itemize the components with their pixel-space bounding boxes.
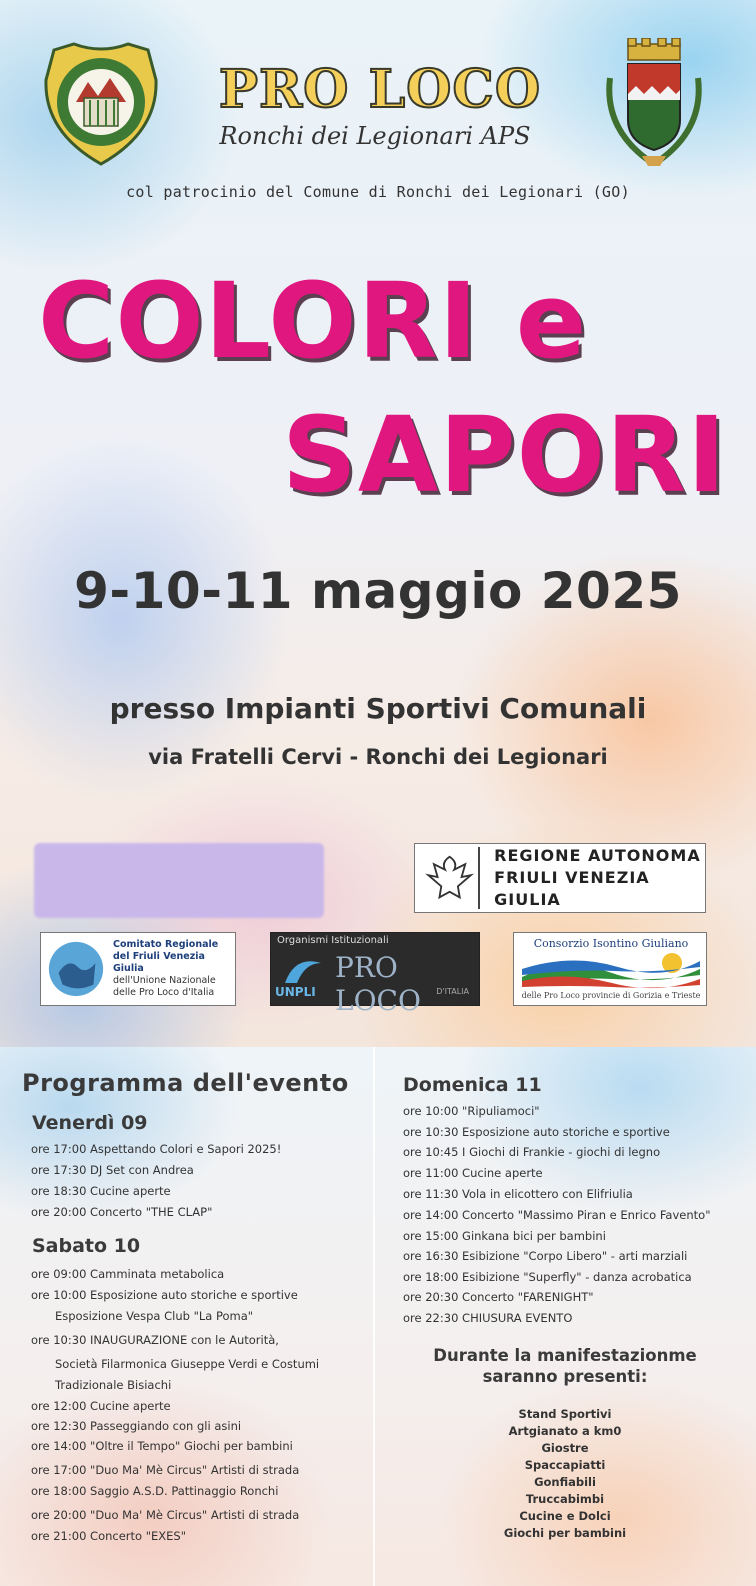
friday-item: ore 17:00 Aspettando Colori e Sapori 2025! [31,1142,282,1156]
saturday-item: ore 20:00 "Duo Ma' Mè Circus" Artisti di strada [31,1508,300,1522]
sunday-item: ore 15:00 Ginkana bici per bambini [403,1229,606,1243]
day-heading-friday: Venerdì 09 [32,1112,148,1134]
consorzio-title: Consorzio Isontino Giuliano [533,937,689,950]
saturday-item: ore 10:00 Esposizione auto storiche e sportive [31,1288,298,1302]
saturday-item: Esposizione Vespa Club "La Poma" [55,1309,254,1323]
pro-loco-subtitle: Ronchi dei Legionari APS [219,122,531,150]
event-dates: 9-10-11 maggio 2025 [74,562,682,620]
column-divider [373,1047,375,1586]
comitato-line3: dell'Unione Nazionale [113,975,216,986]
unpli-swoosh-icon [281,953,325,987]
comitato-line1: Comitato Regionale [113,939,219,950]
consorzio-logo [513,932,707,1006]
comune-coat-of-arms-icon [598,38,710,170]
saturday-item: ore 17:00 "Duo Ma' Mè Circus" Artisti di strada [31,1463,300,1477]
sunday-item: ore 10:30 Esposizione auto storiche e sportive [403,1125,670,1139]
saturday-item: ore 14:00 "Oltre il Tempo" Giochi per bambini [31,1439,293,1453]
sunday-item: ore 18:00 Esibizione "Superfly" - danza acrobatica [403,1270,692,1284]
comitato-regionale-logo [40,932,236,1006]
event-address: via Fratelli Cervi - Ronchi dei Legionari [148,745,608,769]
presents-item: Giostre [541,1441,589,1455]
unpli-pro-loco: PRO LOCO [335,951,421,1017]
presents-title [380,1345,750,1387]
saturday-item: ore 10:30 INAUGURAZIONE con le Autorità, [31,1333,279,1347]
sunday-item: ore 22:30 CHIUSURA EVENTO [403,1311,573,1325]
saturday-item: Società Filarmonica Giuseppe Verdi e Costumi [55,1357,320,1371]
event-title-line1: COLORI e [38,260,588,382]
presents-item: Giochi per bambini [503,1526,627,1540]
sunday-item: ore 11:00 Cucine aperte [403,1166,543,1180]
saturday-item: ore 21:00 Concerto "EXES" [31,1529,187,1543]
sunday-item: ore 20:30 Concerto "FARENIGHT" [403,1290,594,1304]
event-venue: presso Impianti Sportivi Comunali [109,692,647,725]
unpli-logo [270,932,480,1017]
consorzio-waves-icon [522,951,700,989]
regione-fvg-logo [414,843,706,913]
program-section [0,1047,756,1586]
presents-item: Gonfiabili [534,1475,596,1489]
saturday-item: ore 09:00 Camminata metabolica [31,1267,225,1281]
saturday-item: ore 12:00 Cucine aperte [31,1399,171,1413]
unpli-abbr: UNPLI [275,985,316,999]
friday-item: ore 17:30 DJ Set con Andrea [31,1163,194,1177]
patronage-line: col patrocinio del Comune di Ronchi dei Legionari (GO) [126,183,630,201]
pro-loco-crest-icon [40,40,162,168]
saturday-item: ore 12:30 Passeggiando con gli asini [31,1419,242,1433]
regione-line2: FRIULI VENEZIA GIULIA [494,868,650,909]
friday-item: ore 18:30 Cucine aperte [31,1184,171,1198]
pro-loco-title: PRO LOCO [218,59,542,120]
consorzio-subtitle: delle Pro Loco provincie di Gorizia e Trieste [521,991,701,1000]
presents-item: Truccabimbi [525,1492,605,1506]
presents-item: Stand Sportivi [518,1407,612,1421]
event-title-line2: SAPORI [282,394,727,516]
sunday-item: ore 16:30 Esibizione "Corpo Libero" - arti marziali [403,1249,688,1263]
program-title: Programma dell'evento [22,1069,349,1097]
presents-item: Artgianato a km0 [508,1424,622,1438]
sunday-item: ore 10:00 "Ripuliamoci" [403,1104,540,1118]
presents-title-line2: saranno presenti: [482,1367,648,1386]
comitato-globe-icon [45,937,107,1001]
unpli-italia: D'ITALIA [436,987,469,996]
presents-title-line1: Durante la manifestazionme [433,1346,697,1365]
day-heading-sunday: Domenica 11 [403,1074,542,1096]
regione-line1: REGIONE AUTONOMA [494,846,701,865]
sunday-item: ore 11:30 Vola in elicottero con Elifriulia [403,1187,633,1201]
saturday-item: Tradizionale Bisiachi [55,1378,172,1392]
presents-item: Spaccapiatti [524,1458,606,1472]
comitato-line2: del Friuli Venezia Giulia [113,951,205,974]
presents-item: Cucine e Dolci [519,1509,611,1523]
redacted-sponsor-block [34,843,324,918]
day-heading-saturday: Sabato 10 [32,1235,141,1257]
saturday-item: ore 18:00 Saggio A.S.D. Pattinaggio Ronchi [31,1484,279,1498]
sunday-item: ore 14:00 Concerto "Massimo Piran e Enrico Favento" [403,1208,711,1222]
unpli-top-label: Organismi Istituzionali [277,935,389,946]
eagle-icon [421,847,480,909]
friday-item: ore 20:00 Concerto "THE CLAP" [31,1205,213,1219]
sunday-item: ore 10:45 I Giochi di Frankie - giochi di legno [403,1145,661,1159]
comitato-line4: delle Pro Loco d'Italia [113,987,215,998]
